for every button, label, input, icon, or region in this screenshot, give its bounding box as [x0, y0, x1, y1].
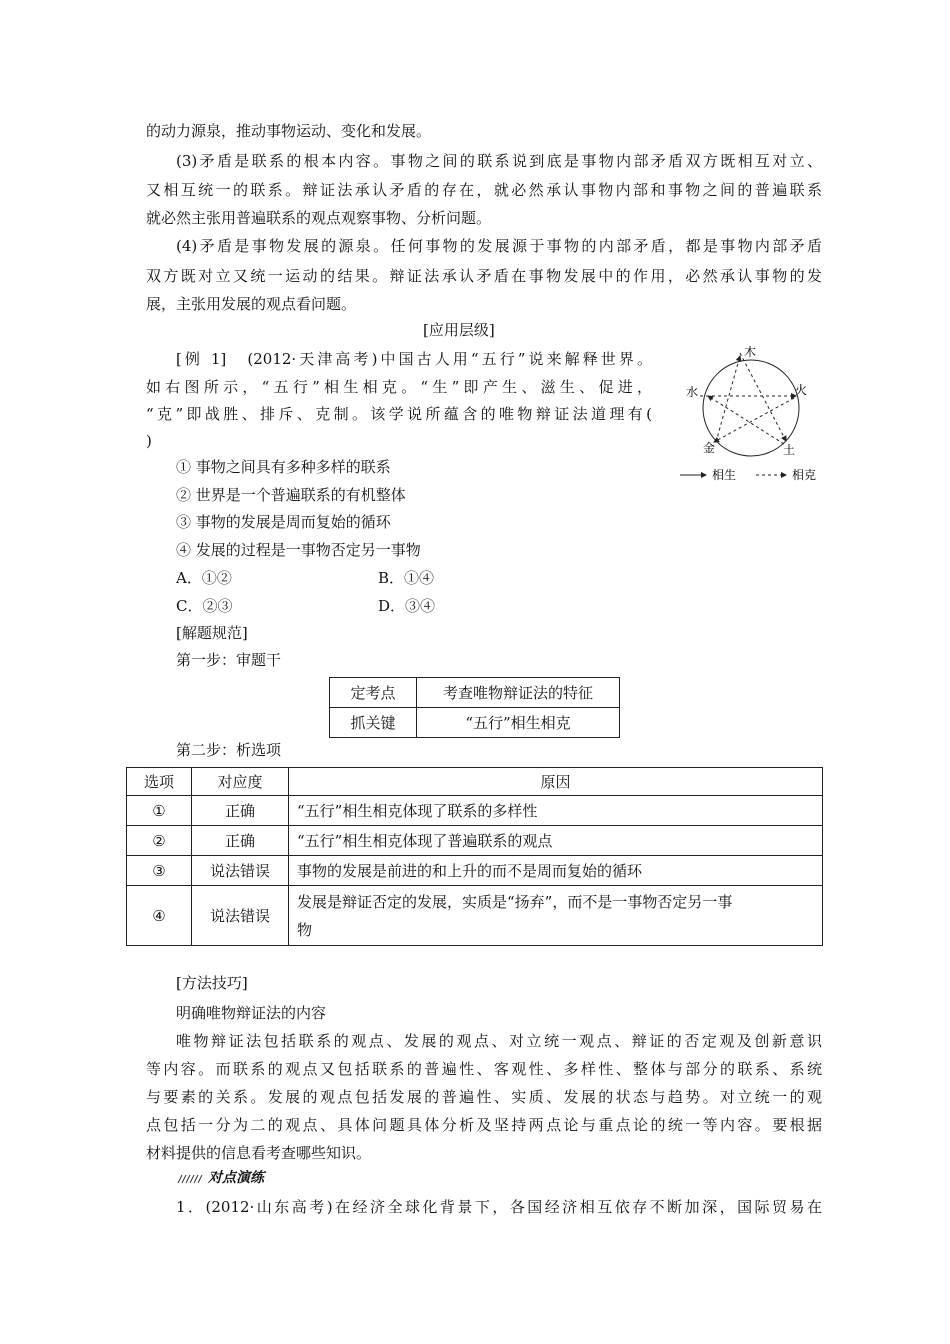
node-metal: 金: [703, 441, 716, 455]
para-4-line-1: (4)矛盾是事物发展的源泉。任何事物的发展源于事物的内部矛盾，都是事物内部矛盾: [176, 237, 822, 255]
step1-row: [330, 678, 620, 708]
row-fit: 说法错误: [192, 856, 289, 886]
example-line-4: ): [146, 432, 152, 450]
row-reason: 事物的发展是前进的和上升的而不是周而复始的循环: [289, 856, 823, 886]
step1-key: 定考点: [330, 678, 417, 708]
method-line-2: 等内容。而联系的观点又包括联系的普遍性、客观性、多样性、整体与部分的联系、系统: [146, 1060, 822, 1078]
row-fit: 正确: [192, 826, 289, 856]
example-line-2: 如右图所示，“五行”相生相克。“生”即产生、滋生、促进，: [146, 378, 652, 396]
row-reason: “五行”相生相克体现了普遍联系的观点: [289, 826, 823, 856]
section-label: [应用层级]: [423, 321, 495, 339]
step2-table: [126, 767, 823, 946]
node-wood: 木: [744, 345, 757, 359]
step1-table: [329, 677, 620, 738]
method-label: [方法技巧]: [176, 974, 248, 992]
step1-label: 第一步：审题干: [176, 651, 282, 669]
node-earth: 土: [783, 443, 796, 457]
row-option: ②: [127, 826, 192, 856]
method-line-4: 点包括一分为二的观点、具体问题具体分析及坚持两点论与重点论的统一等内容。要根据: [146, 1116, 822, 1134]
para-4-line-3: 展，主张用发展的观点看问题。: [146, 295, 357, 313]
para-continuation: 的动力源泉，推动事物运动、变化和发展。: [146, 122, 432, 140]
step2-header-row: [127, 768, 823, 796]
table-row: [127, 856, 823, 886]
header-option: 选项: [127, 768, 192, 796]
solution-label: [解题规范]: [176, 624, 248, 642]
option-d[interactable]: D．③④: [378, 597, 436, 615]
statement-3: ③ 事物的发展是周而复始的循环: [176, 513, 391, 531]
header-reason: 原因: [289, 768, 823, 796]
row-fit: 说法错误: [192, 886, 289, 946]
row-fit: 正确: [192, 796, 289, 826]
overcome-line-5: [716, 356, 740, 442]
question-1: 1．(2012·山东高考)在经济全球化背景下，各国经济相互依存不断加深，国际贸易在: [176, 1198, 822, 1216]
para-3-line-2: 又相互统一的联系。辩证法承认矛盾的存在，就必然承认事物内部和事物之间的普遍联系: [146, 181, 822, 199]
option-a[interactable]: A．①②: [176, 569, 232, 587]
overcome-line-1: [740, 353, 786, 441]
step1-value: 考查唯物辩证法的特征: [417, 678, 620, 708]
step1-row: [330, 708, 620, 738]
practice-header: [176, 1167, 266, 1187]
node-fire: 火: [795, 383, 808, 397]
practice-header-label: 对点演练: [208, 1170, 264, 1186]
example-line-1: [例 1] (2012·天津高考)中国古人用“五行”说来解释世界。: [176, 350, 652, 368]
table-row: [127, 826, 823, 856]
option-b[interactable]: B．①④: [378, 569, 435, 587]
step2-label: 第二步：析选项: [176, 741, 282, 759]
legend-generate: 相生: [712, 468, 737, 482]
hatch-icon: [176, 1167, 206, 1187]
para-3-line-3: 就必然主张用普遍联系的观点观察事物、分析问题。: [146, 209, 492, 227]
method-line-3: 与要素的关系。发展的观点包括发展的普遍性、实质、发展的状态与趋势。对立统一的观: [146, 1088, 822, 1106]
row-option: ③: [127, 856, 192, 886]
statement-1: ① 事物之间具有多种多样的联系: [176, 458, 391, 476]
para-3-line-1: (3)矛盾是联系的根本内容。事物之间的联系说到底是事物内部矛盾双方既相互对立、: [176, 152, 822, 170]
para-4-line-2: 双方既对立又统一运动的结果。辩证法承认矛盾在事物发展中的作用，必然承认事物的发: [146, 267, 822, 285]
row-reason: “五行”相生相克体现了联系的多样性: [289, 796, 823, 826]
example-line-3: “克”即战胜、排斥、克制。该学说所蕴含的唯物辩证法道理有(: [146, 405, 652, 423]
row-reason: [289, 886, 823, 946]
method-line-5: 材料提供的信息看考查哪些知识。: [146, 1144, 372, 1162]
overcome-line-2: [708, 396, 784, 444]
step1-value: “五行”相生相克: [417, 708, 620, 738]
table-row: [127, 796, 823, 826]
statement-4: ④ 发展的过程是一事物否定另一事物: [176, 541, 421, 559]
method-title: 明确唯物辩证法的内容: [176, 1004, 327, 1022]
method-line-1: 唯物辩证法包括联系的观点、发展的观点、对立统一观点、辩证的否定观及创新意识: [176, 1032, 822, 1050]
table-row: [127, 886, 823, 946]
statement-2: ② 世界是一个普遍联系的有机整体: [176, 486, 406, 504]
diagram-legend: [676, 464, 836, 486]
header-fit: 对应度: [192, 768, 289, 796]
legend-overcome: 相克: [792, 468, 817, 482]
row-option: ④: [127, 886, 192, 946]
step1-key: 抓关键: [330, 708, 417, 738]
option-c[interactable]: C．②③: [176, 597, 233, 615]
node-water: 水: [686, 385, 699, 399]
row-reason-line-1: 发展是辩证否定的发展，实质是“扬弃”，而不是一事物否定另一事: [297, 892, 733, 911]
row-reason-line-2: 物: [297, 920, 313, 939]
row-option: ①: [127, 796, 192, 826]
